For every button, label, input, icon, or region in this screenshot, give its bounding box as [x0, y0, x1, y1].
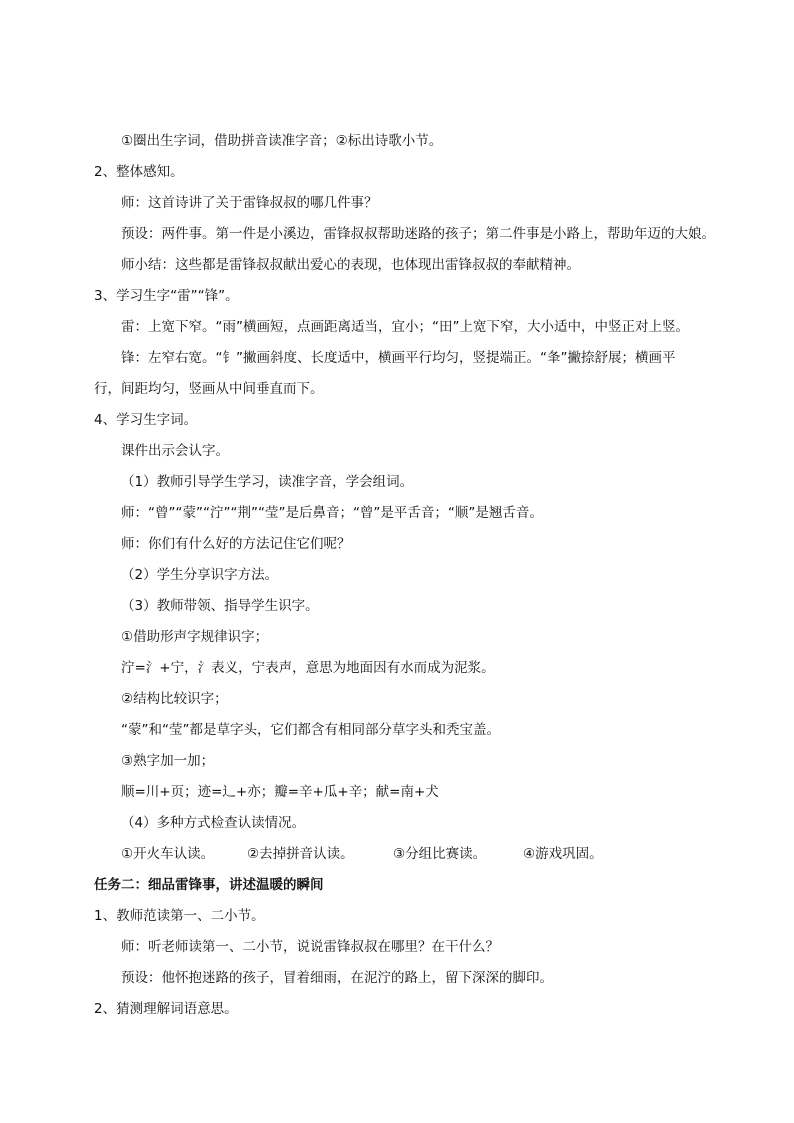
text-line: 师：你们有什么好的方法记住它们呢？ [121, 536, 351, 552]
text-line: 2、猜测理解词语意思。 [94, 1001, 238, 1017]
text-line: （3）教师带领、指导学生识字。 [121, 598, 319, 614]
option-2: ②去掉拼音认读。 [247, 846, 354, 862]
text-line: “蒙”和“莹”都是草字头，它们都含有相同部分草字头和秃宝盖。 [121, 722, 500, 738]
check-methods-row [121, 844, 754, 864]
text-line: 师：这首诗讲了关于雷锋叔叔的哪几件事？ [121, 195, 378, 211]
text-line: 行，间距均匀，竖画从中间垂直而下。 [94, 381, 324, 397]
text-line: 1、教师范读第一、二小节。 [94, 908, 265, 924]
text-line: 锋：左窄右宽。“钅”撇画斜度、长度适中，横画平行均匀，竖提端正。“夆”撇捺舒展；横画平 [121, 350, 676, 366]
text-line: ①借助形声字规律识字； [121, 629, 269, 645]
text-line: （4）多种方式检查认读情况。 [121, 815, 306, 831]
text-line: 泞=氵+宁，氵表义，宁表声，意思为地面因有水而成为泥浆。 [121, 660, 495, 676]
text-line: 课件出示会认字。 [121, 443, 229, 459]
text-line: ①圈出生字词，借助拼音读准字音；②标出诗歌小节。 [121, 133, 443, 149]
text-line: （1）教师引导学生学习，读准字音，学会组词。 [121, 474, 414, 490]
option-3: ③分组比赛读。 [393, 846, 487, 862]
text-line: 师小结：这些都是雷锋叔叔献出爱心的表现，也体现出雷锋叔叔的奉献精神。 [121, 257, 580, 273]
text-line: 2、整体感知。 [94, 164, 184, 180]
text-line: 雷：上宽下窄。“雨”横画短，点画距离适当，宜小；“田”上宽下窄，大小适中，中竖正对上竖。 [121, 319, 689, 335]
text-line: 预设：两件事。第一件是小溪边，雷锋叔叔帮助迷路的孩子；第二件事是小路上，帮助年迈的大娘。 [121, 226, 715, 242]
text-line: ②结构比较识字； [121, 691, 228, 707]
text-line: 预设：他怀抱迷路的孩子，冒着细雨，在泥泞的路上，留下深深的脚印。 [121, 970, 553, 986]
text-line: ③熟字加一加； [121, 753, 215, 769]
option-1: ①开火车认读。 [121, 846, 215, 862]
text-line: （2）学生分享识字方法。 [121, 567, 279, 583]
text-line: 师：听老师读第一、二小节，说说雷锋叔叔在哪里？在干什么？ [121, 939, 499, 955]
text-line: 4、学习生字词。 [94, 412, 198, 428]
text-line: 顺=川+页；迹=辶+亦；瓣=辛+瓜+辛；献=南+犬 [121, 784, 439, 800]
text-line: 3、学习生字“雷”“锋”。 [94, 288, 239, 304]
task-two-heading: 任务二：细品雷锋事，讲述温暖的瞬间 [94, 877, 324, 893]
text-line: 师：“曾”“蒙”“泞”“荆”“莹”是后鼻音；“曾”是平舌音；“顺”是翘舌音。 [121, 505, 543, 521]
option-4: ④游戏巩固。 [523, 846, 603, 862]
